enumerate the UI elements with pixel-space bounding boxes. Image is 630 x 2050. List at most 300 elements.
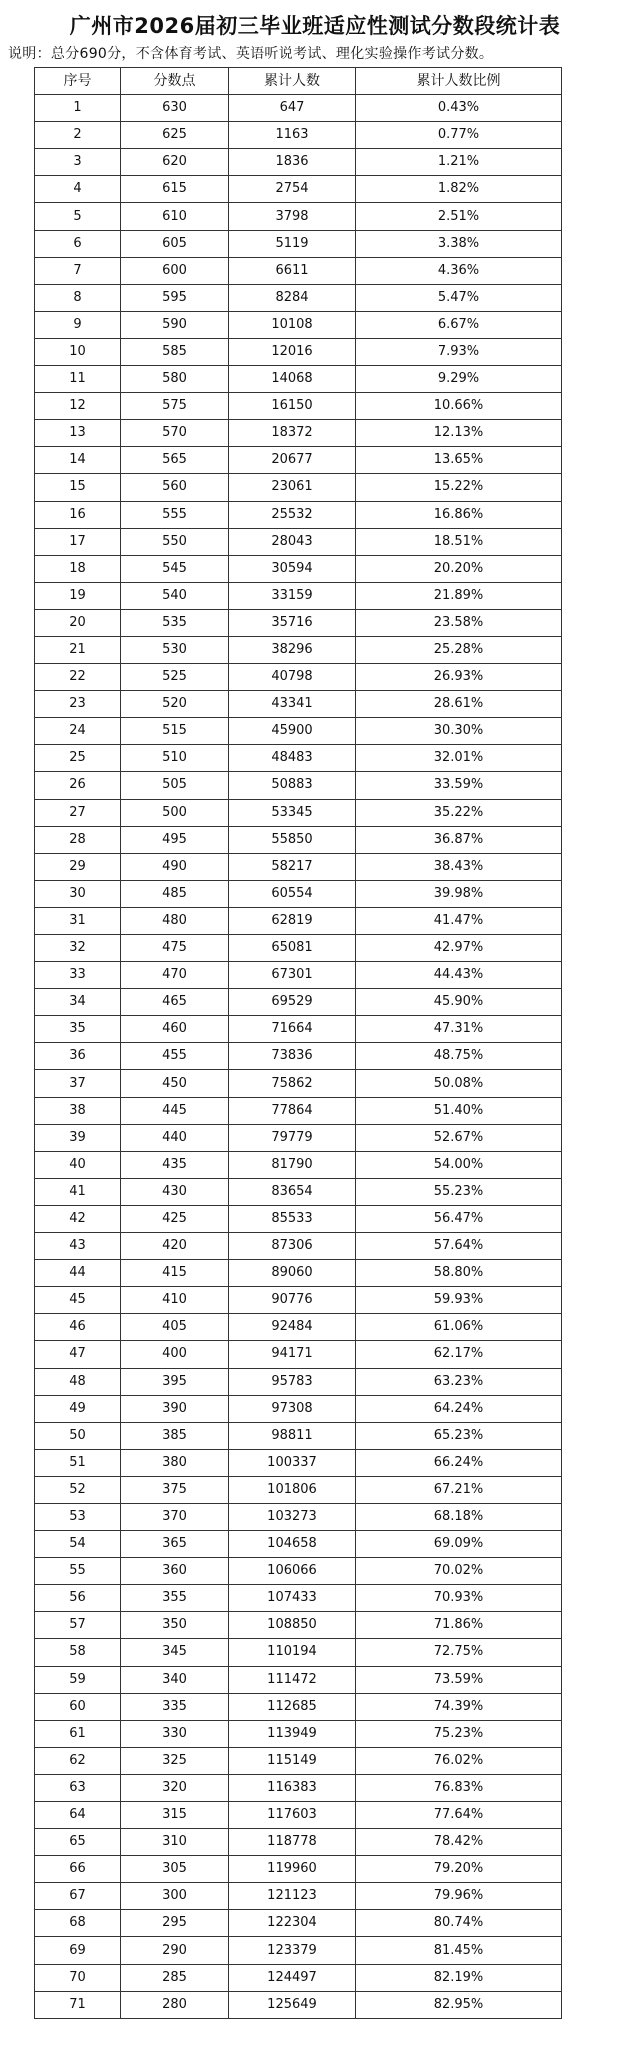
cell-cumulative-ratio: 64.24% [356,1395,562,1422]
cell-cumulative-ratio: 5.47% [356,284,562,311]
cell-index: 9 [35,311,121,338]
cell-cumulative-count: 1836 [229,149,356,176]
cell-score: 540 [121,582,229,609]
cell-index: 8 [35,284,121,311]
cell-score: 300 [121,1883,229,1910]
cell-score: 475 [121,935,229,962]
cell-index: 19 [35,582,121,609]
header-score: 分数点 [121,68,229,95]
cell-index: 61 [35,1720,121,1747]
cell-score: 370 [121,1503,229,1530]
cell-cumulative-count: 90776 [229,1287,356,1314]
cell-cumulative-ratio: 82.95% [356,1991,562,2018]
cell-index: 45 [35,1287,121,1314]
cell-cumulative-ratio: 0.77% [356,122,562,149]
cell-score: 355 [121,1585,229,1612]
cell-cumulative-count: 67301 [229,962,356,989]
cell-cumulative-ratio: 1.21% [356,149,562,176]
cell-cumulative-ratio: 33.59% [356,772,562,799]
cell-cumulative-count: 100337 [229,1449,356,1476]
cell-score: 585 [121,338,229,365]
cell-score: 620 [121,149,229,176]
table-row [35,1910,562,1937]
cell-cumulative-count: 111472 [229,1666,356,1693]
cell-cumulative-ratio: 44.43% [356,962,562,989]
cell-score: 450 [121,1070,229,1097]
cell-cumulative-count: 116383 [229,1774,356,1801]
table-row [35,1233,562,1260]
cell-cumulative-count: 97308 [229,1395,356,1422]
table-row [35,636,562,663]
cell-cumulative-count: 98811 [229,1422,356,1449]
table-row [35,907,562,934]
table-row [35,1043,562,1070]
cell-cumulative-count: 107433 [229,1585,356,1612]
cell-cumulative-ratio: 23.58% [356,609,562,636]
cell-cumulative-count: 113949 [229,1720,356,1747]
table-row [35,718,562,745]
cell-index: 11 [35,366,121,393]
cell-cumulative-ratio: 26.93% [356,664,562,691]
cell-index: 21 [35,636,121,663]
cell-cumulative-ratio: 12.13% [356,420,562,447]
cell-score: 445 [121,1097,229,1124]
cell-cumulative-ratio: 30.30% [356,718,562,745]
cell-score: 305 [121,1856,229,1883]
cell-index: 50 [35,1422,121,1449]
cell-cumulative-count: 53345 [229,799,356,826]
cell-cumulative-count: 122304 [229,1910,356,1937]
cell-score: 320 [121,1774,229,1801]
cell-score: 465 [121,989,229,1016]
cell-score: 345 [121,1639,229,1666]
table-row [35,1016,562,1043]
cell-score: 570 [121,420,229,447]
cell-cumulative-count: 14068 [229,366,356,393]
cell-cumulative-count: 123379 [229,1937,356,1964]
cell-index: 37 [35,1070,121,1097]
cell-score: 500 [121,799,229,826]
cell-score: 600 [121,257,229,284]
cell-cumulative-ratio: 65.23% [356,1422,562,1449]
cell-cumulative-ratio: 35.22% [356,799,562,826]
table-row [35,935,562,962]
cell-cumulative-count: 2754 [229,176,356,203]
cell-cumulative-ratio: 79.96% [356,1883,562,1910]
header-cumulative-ratio: 累计人数比例 [356,68,562,95]
cell-index: 57 [35,1612,121,1639]
cell-cumulative-ratio: 52.67% [356,1124,562,1151]
cell-cumulative-ratio: 47.31% [356,1016,562,1043]
cell-score: 280 [121,1991,229,2018]
cell-score: 415 [121,1260,229,1287]
cell-index: 40 [35,1151,121,1178]
cell-cumulative-count: 65081 [229,935,356,962]
cell-cumulative-ratio: 9.29% [356,366,562,393]
cell-cumulative-count: 33159 [229,582,356,609]
cell-index: 27 [35,799,121,826]
cell-index: 33 [35,962,121,989]
cell-index: 59 [35,1666,121,1693]
table-row [35,1178,562,1205]
cell-score: 455 [121,1043,229,1070]
cell-cumulative-ratio: 42.97% [356,935,562,962]
table-row [35,501,562,528]
cell-cumulative-count: 108850 [229,1612,356,1639]
cell-index: 32 [35,935,121,962]
cell-cumulative-ratio: 57.64% [356,1233,562,1260]
cell-cumulative-ratio: 58.80% [356,1260,562,1287]
cell-score: 530 [121,636,229,663]
cell-cumulative-ratio: 75.23% [356,1720,562,1747]
cell-cumulative-ratio: 25.28% [356,636,562,663]
cell-cumulative-count: 106066 [229,1558,356,1585]
table-row [35,664,562,691]
cell-cumulative-ratio: 7.93% [356,338,562,365]
cell-score: 330 [121,1720,229,1747]
table-row [35,1747,562,1774]
cell-index: 36 [35,1043,121,1070]
cell-cumulative-count: 87306 [229,1233,356,1260]
cell-index: 54 [35,1531,121,1558]
table-row [35,366,562,393]
table-row [35,1693,562,1720]
cell-index: 3 [35,149,121,176]
cell-cumulative-count: 25532 [229,501,356,528]
cell-index: 1 [35,95,121,122]
cell-index: 71 [35,1991,121,2018]
cell-index: 16 [35,501,121,528]
cell-cumulative-ratio: 79.20% [356,1856,562,1883]
cell-cumulative-count: 20677 [229,447,356,474]
cell-cumulative-count: 6611 [229,257,356,284]
table-row [35,1314,562,1341]
cell-cumulative-ratio: 76.83% [356,1774,562,1801]
cell-cumulative-count: 8284 [229,284,356,311]
cell-cumulative-count: 23061 [229,474,356,501]
cell-cumulative-count: 48483 [229,745,356,772]
cell-index: 14 [35,447,121,474]
cell-index: 18 [35,555,121,582]
cell-score: 480 [121,907,229,934]
table-row [35,1991,562,2018]
cell-cumulative-count: 83654 [229,1178,356,1205]
cell-cumulative-count: 647 [229,95,356,122]
cell-cumulative-ratio: 20.20% [356,555,562,582]
cell-cumulative-ratio: 81.45% [356,1937,562,1964]
table-row [35,95,562,122]
cell-cumulative-ratio: 82.19% [356,1964,562,1991]
cell-score: 615 [121,176,229,203]
cell-index: 28 [35,826,121,853]
header-cumulative-count: 累计人数 [229,68,356,95]
cell-score: 460 [121,1016,229,1043]
cell-cumulative-count: 117603 [229,1802,356,1829]
cell-cumulative-ratio: 56.47% [356,1205,562,1232]
cell-score: 325 [121,1747,229,1774]
cell-score: 575 [121,393,229,420]
cell-cumulative-count: 55850 [229,826,356,853]
cell-score: 310 [121,1829,229,1856]
cell-index: 42 [35,1205,121,1232]
cell-cumulative-ratio: 4.36% [356,257,562,284]
cell-cumulative-ratio: 41.47% [356,907,562,934]
table-row [35,1151,562,1178]
cell-index: 34 [35,989,121,1016]
cell-index: 41 [35,1178,121,1205]
cell-cumulative-count: 3798 [229,203,356,230]
table-row [35,284,562,311]
cell-index: 31 [35,907,121,934]
cell-score: 590 [121,311,229,338]
cell-cumulative-count: 16150 [229,393,356,420]
cell-cumulative-count: 104658 [229,1531,356,1558]
table-row [35,176,562,203]
cell-cumulative-ratio: 2.51% [356,203,562,230]
table-row [35,1964,562,1991]
cell-index: 60 [35,1693,121,1720]
table-row [35,1720,562,1747]
cell-score: 350 [121,1612,229,1639]
cell-cumulative-count: 124497 [229,1964,356,1991]
cell-cumulative-count: 79779 [229,1124,356,1151]
table-row [35,1612,562,1639]
cell-cumulative-count: 58217 [229,853,356,880]
cell-cumulative-count: 43341 [229,691,356,718]
cell-score: 440 [121,1124,229,1151]
cell-score: 395 [121,1368,229,1395]
cell-score: 470 [121,962,229,989]
table-header-row [35,68,562,95]
cell-score: 430 [121,1178,229,1205]
cell-cumulative-count: 60554 [229,880,356,907]
cell-score: 315 [121,1802,229,1829]
cell-score: 375 [121,1476,229,1503]
cell-index: 52 [35,1476,121,1503]
cell-cumulative-ratio: 13.65% [356,447,562,474]
cell-index: 49 [35,1395,121,1422]
cell-index: 23 [35,691,121,718]
cell-index: 12 [35,393,121,420]
cell-cumulative-ratio: 0.43% [356,95,562,122]
cell-cumulative-count: 5119 [229,230,356,257]
table-row [35,1097,562,1124]
cell-cumulative-ratio: 3.38% [356,230,562,257]
cell-cumulative-ratio: 76.02% [356,1747,562,1774]
cell-cumulative-ratio: 38.43% [356,853,562,880]
cell-cumulative-ratio: 54.00% [356,1151,562,1178]
cell-index: 39 [35,1124,121,1151]
table-row [35,1422,562,1449]
cell-index: 65 [35,1829,121,1856]
cell-cumulative-ratio: 51.40% [356,1097,562,1124]
cell-index: 70 [35,1964,121,1991]
cell-cumulative-count: 12016 [229,338,356,365]
cell-cumulative-count: 38296 [229,636,356,663]
table-row [35,989,562,1016]
cell-cumulative-ratio: 32.01% [356,745,562,772]
cell-cumulative-ratio: 55.23% [356,1178,562,1205]
cell-index: 58 [35,1639,121,1666]
cell-cumulative-count: 40798 [229,664,356,691]
cell-cumulative-ratio: 6.67% [356,311,562,338]
table-row [35,528,562,555]
cell-cumulative-ratio: 78.42% [356,1829,562,1856]
cell-cumulative-ratio: 21.89% [356,582,562,609]
cell-score: 435 [121,1151,229,1178]
cell-index: 13 [35,420,121,447]
cell-score: 580 [121,366,229,393]
table-row [35,1639,562,1666]
cell-cumulative-count: 95783 [229,1368,356,1395]
cell-index: 26 [35,772,121,799]
cell-score: 525 [121,664,229,691]
cell-index: 4 [35,176,121,203]
cell-cumulative-ratio: 68.18% [356,1503,562,1530]
cell-cumulative-count: 30594 [229,555,356,582]
cell-index: 48 [35,1368,121,1395]
cell-score: 365 [121,1531,229,1558]
cell-cumulative-count: 85533 [229,1205,356,1232]
cell-cumulative-count: 10108 [229,311,356,338]
table-row [35,1585,562,1612]
cell-score: 510 [121,745,229,772]
cell-index: 17 [35,528,121,555]
table-row [35,799,562,826]
cell-cumulative-ratio: 66.24% [356,1449,562,1476]
cell-cumulative-count: 92484 [229,1314,356,1341]
cell-cumulative-count: 118778 [229,1829,356,1856]
cell-cumulative-count: 115149 [229,1747,356,1774]
cell-cumulative-count: 81790 [229,1151,356,1178]
table-row [35,1503,562,1530]
cell-score: 385 [121,1422,229,1449]
cell-cumulative-ratio: 16.86% [356,501,562,528]
cell-index: 63 [35,1774,121,1801]
cell-cumulative-ratio: 67.21% [356,1476,562,1503]
cell-cumulative-count: 69529 [229,989,356,1016]
cell-index: 35 [35,1016,121,1043]
table-row [35,691,562,718]
cell-cumulative-count: 94171 [229,1341,356,1368]
table-row [35,1287,562,1314]
table-row [35,1124,562,1151]
cell-cumulative-ratio: 72.75% [356,1639,562,1666]
table-row [35,1829,562,1856]
cell-index: 22 [35,664,121,691]
cell-index: 51 [35,1449,121,1476]
cell-index: 24 [35,718,121,745]
cell-index: 56 [35,1585,121,1612]
table-row [35,1856,562,1883]
cell-index: 15 [35,474,121,501]
cell-score: 610 [121,203,229,230]
cell-index: 66 [35,1856,121,1883]
cell-cumulative-count: 89060 [229,1260,356,1287]
cell-score: 490 [121,853,229,880]
cell-cumulative-count: 112685 [229,1693,356,1720]
table-row [35,1070,562,1097]
cell-score: 485 [121,880,229,907]
table-row [35,745,562,772]
cell-index: 10 [35,338,121,365]
page-title: 广州市2026届初三毕业班适应性测试分数段统计表 [69,14,561,38]
header-index: 序号 [35,68,121,95]
cell-index: 55 [35,1558,121,1585]
cell-cumulative-count: 45900 [229,718,356,745]
table-row [35,338,562,365]
table-row [35,257,562,284]
cell-cumulative-count: 1163 [229,122,356,149]
cell-score: 340 [121,1666,229,1693]
cell-score: 520 [121,691,229,718]
cell-cumulative-ratio: 39.98% [356,880,562,907]
table-body [35,95,562,2019]
cell-cumulative-ratio: 62.17% [356,1341,562,1368]
table-row [35,555,562,582]
cell-score: 555 [121,501,229,528]
cell-cumulative-count: 101806 [229,1476,356,1503]
cell-score: 625 [121,122,229,149]
cell-cumulative-ratio: 69.09% [356,1531,562,1558]
cell-cumulative-ratio: 77.64% [356,1802,562,1829]
table-row [35,122,562,149]
cell-cumulative-count: 77864 [229,1097,356,1124]
table-row [35,1774,562,1801]
cell-cumulative-count: 73836 [229,1043,356,1070]
cell-cumulative-ratio: 74.39% [356,1693,562,1720]
score-distribution-table [34,67,562,2019]
table-row [35,826,562,853]
table-row [35,1341,562,1368]
cell-score: 390 [121,1395,229,1422]
cell-cumulative-count: 62819 [229,907,356,934]
cell-cumulative-count: 71664 [229,1016,356,1043]
cell-cumulative-ratio: 73.59% [356,1666,562,1693]
table-row [35,1476,562,1503]
cell-cumulative-ratio: 50.08% [356,1070,562,1097]
cell-cumulative-ratio: 1.82% [356,176,562,203]
cell-cumulative-ratio: 80.74% [356,1910,562,1937]
cell-index: 53 [35,1503,121,1530]
cell-index: 43 [35,1233,121,1260]
cell-score: 605 [121,230,229,257]
table-row [35,853,562,880]
cell-score: 630 [121,95,229,122]
table-row [35,772,562,799]
cell-index: 7 [35,257,121,284]
cell-index: 44 [35,1260,121,1287]
cell-score: 595 [121,284,229,311]
cell-cumulative-count: 110194 [229,1639,356,1666]
table-row [35,447,562,474]
cell-cumulative-ratio: 70.93% [356,1585,562,1612]
cell-cumulative-count: 35716 [229,609,356,636]
cell-cumulative-ratio: 61.06% [356,1314,562,1341]
table-row [35,582,562,609]
cell-index: 69 [35,1937,121,1964]
cell-index: 5 [35,203,121,230]
cell-cumulative-ratio: 59.93% [356,1287,562,1314]
cell-score: 400 [121,1341,229,1368]
cell-cumulative-count: 119960 [229,1856,356,1883]
cell-cumulative-count: 103273 [229,1503,356,1530]
note-text: 说明：总分690分，不含体育考试、英语听说考试、理化实验操作考试分数。 [8,46,494,62]
cell-index: 20 [35,609,121,636]
table-row [35,962,562,989]
cell-cumulative-count: 75862 [229,1070,356,1097]
cell-score: 425 [121,1205,229,1232]
